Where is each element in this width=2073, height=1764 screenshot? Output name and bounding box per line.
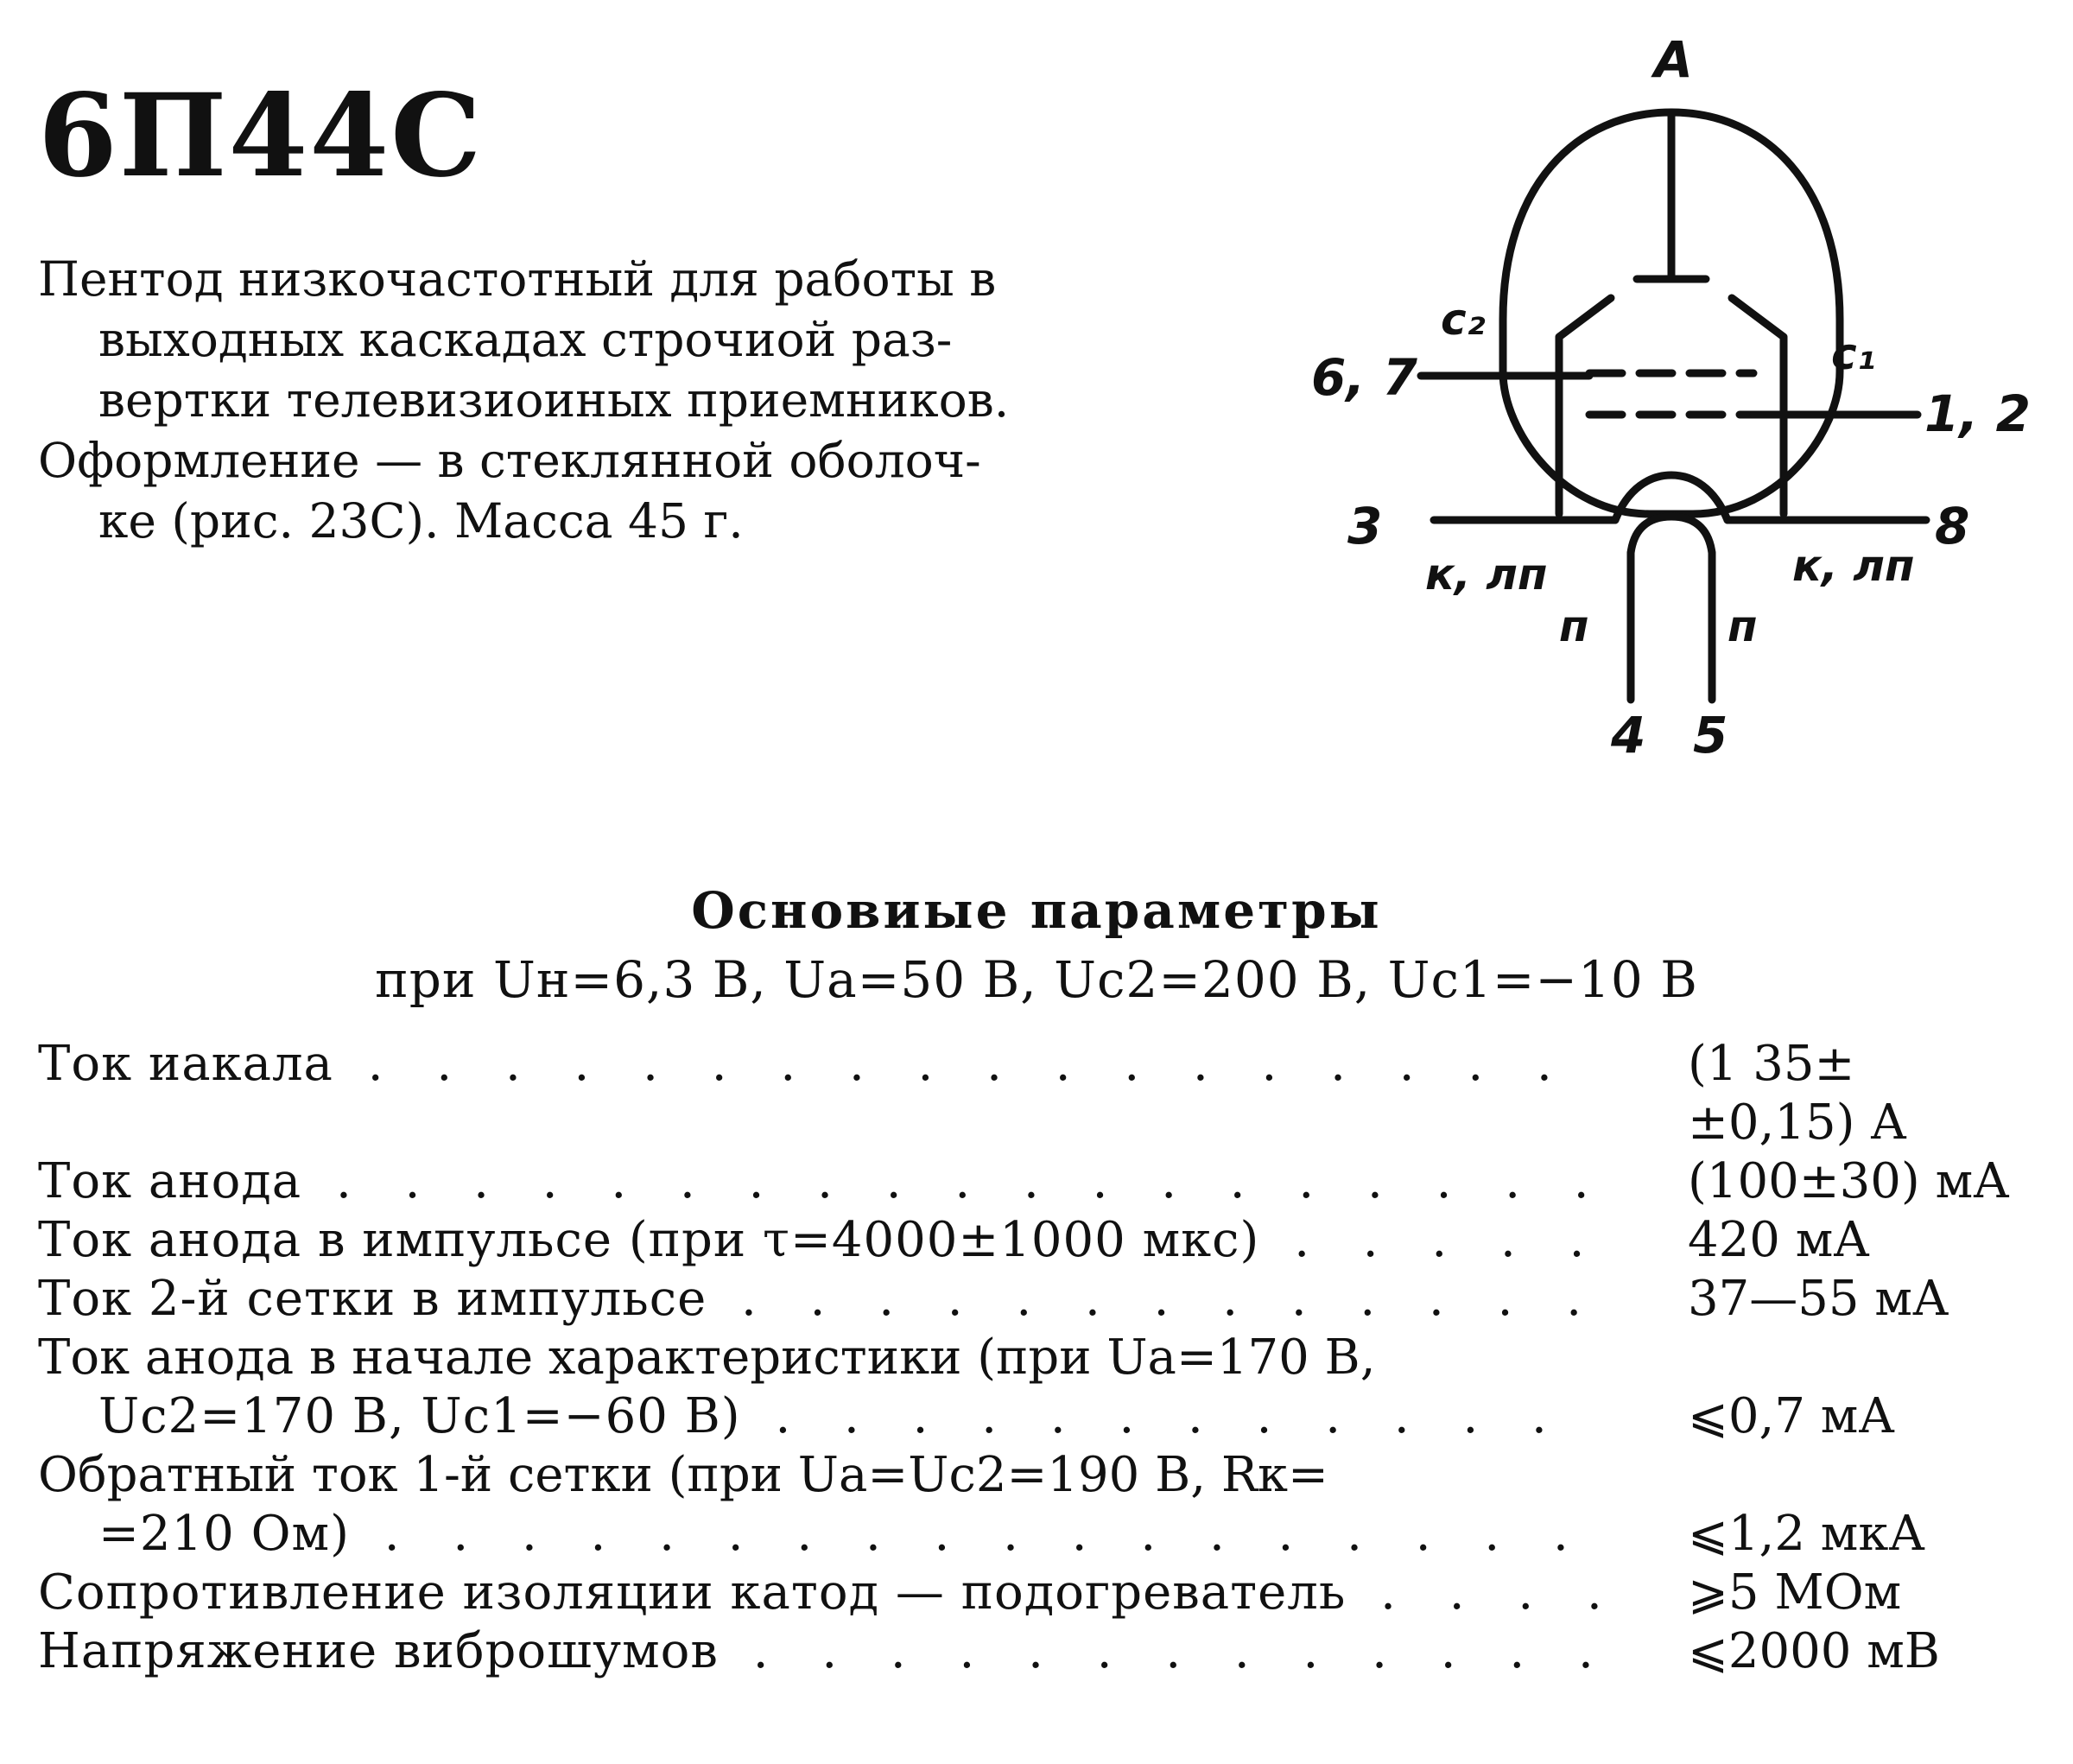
cathode-right-pin-label: 8 bbox=[1935, 497, 1970, 555]
screen-grid-label: c₂ bbox=[1441, 295, 1486, 345]
parameter-row bbox=[38, 1152, 2059, 1211]
parameter-row bbox=[38, 1622, 2059, 1681]
description-line: вертки телевизиоиных приемников. bbox=[98, 372, 1010, 428]
description-line: Пентод низкочастотный для работы в bbox=[38, 251, 997, 307]
control-grid-pin-label: 1, 2 bbox=[1924, 384, 2031, 443]
cathode-left-pin-label: 3 bbox=[1347, 497, 1383, 555]
screen-grid-pin-label: 6, 7 bbox=[1311, 348, 1417, 407]
anode-label: А bbox=[1654, 30, 1693, 89]
parameter-name: Ток анода в импульсе (при τ=4000±1000 мкс) . . . bbox=[38, 1212, 1601, 1268]
description-line: Оформление — в стеклянной оболоч- bbox=[38, 433, 981, 488]
parameter-value: 37—55 мА bbox=[1688, 1271, 1949, 1327]
parameter-name: =210 Ом) . . . bbox=[98, 1506, 1601, 1562]
parameters-list bbox=[38, 1035, 2059, 1681]
parameter-row bbox=[38, 1329, 2059, 1446]
parameter-value: 420 мА bbox=[1688, 1212, 1870, 1268]
parameter-value: ⩽2000 мВ bbox=[1688, 1623, 1940, 1679]
parameter-name: Ток анода в начале характеристики (при Uа=170 В, bbox=[38, 1329, 1376, 1386]
parameter-value: ⩽0,7 мА bbox=[1688, 1388, 1895, 1444]
parameter-name: Сопротивление изоляции катод — подогреватель . . . bbox=[38, 1564, 1601, 1621]
parameter-name: Ток 2-й сетки в импульсе . . . bbox=[38, 1271, 1601, 1327]
parameter-value: (100±30) мА bbox=[1688, 1153, 2010, 1209]
parameter-value: ⩽1,2 мкА bbox=[1688, 1506, 1925, 1562]
parameter-name: Напряжение виброшумов . . . bbox=[38, 1623, 1601, 1679]
cathode-left-label: к, лп bbox=[1425, 549, 1548, 600]
page-title: 6П44С bbox=[38, 69, 484, 203]
parameter-value: (1 35± bbox=[1688, 1036, 1855, 1092]
heater-right-label: п bbox=[1728, 601, 1758, 651]
heater-inner bbox=[1631, 517, 1712, 553]
parameters-section-title: Основиые параметры bbox=[691, 881, 1382, 940]
heater-left-label: п bbox=[1559, 601, 1589, 651]
parameter-row bbox=[38, 1035, 2059, 1152]
parameter-name: Uс2=170 В, Uс1=−60 В) . . . bbox=[98, 1388, 1601, 1444]
parameter-value: ±0,15) А bbox=[1688, 1095, 1907, 1151]
parameter-name: Ток анода . . . bbox=[38, 1153, 1601, 1209]
description bbox=[38, 249, 1135, 551]
parameter-value: ⩾5 МОм bbox=[1688, 1564, 1902, 1621]
parameter-name: Ток иакала . . . bbox=[38, 1036, 1601, 1092]
tube-schematic bbox=[1296, 30, 2073, 777]
heater-right-pin-label: 5 bbox=[1693, 706, 1728, 765]
parameter-row bbox=[38, 1564, 2059, 1622]
parameter-row bbox=[38, 1211, 2059, 1270]
parameter-row bbox=[38, 1446, 2059, 1564]
parameter-name: Обратный ток 1-й сетки (при Uа=Uс2=190 В, Rк= bbox=[38, 1447, 1328, 1503]
cathode-right-label: к, лп bbox=[1792, 541, 1915, 591]
parameters-conditions: при Uн=6,3 В, Uа=50 В, Uс2=200 В, Uс1=−10 В bbox=[375, 950, 1698, 1009]
description-line: ке (рис. 23С). Масса 45 г. bbox=[98, 493, 744, 549]
control-grid-label: c₁ bbox=[1831, 329, 1876, 379]
heater-left-pin-label: 4 bbox=[1611, 706, 1646, 765]
parameter-row bbox=[38, 1270, 2059, 1329]
description-line: выходных каскадах строчиой раз- bbox=[98, 312, 953, 367]
